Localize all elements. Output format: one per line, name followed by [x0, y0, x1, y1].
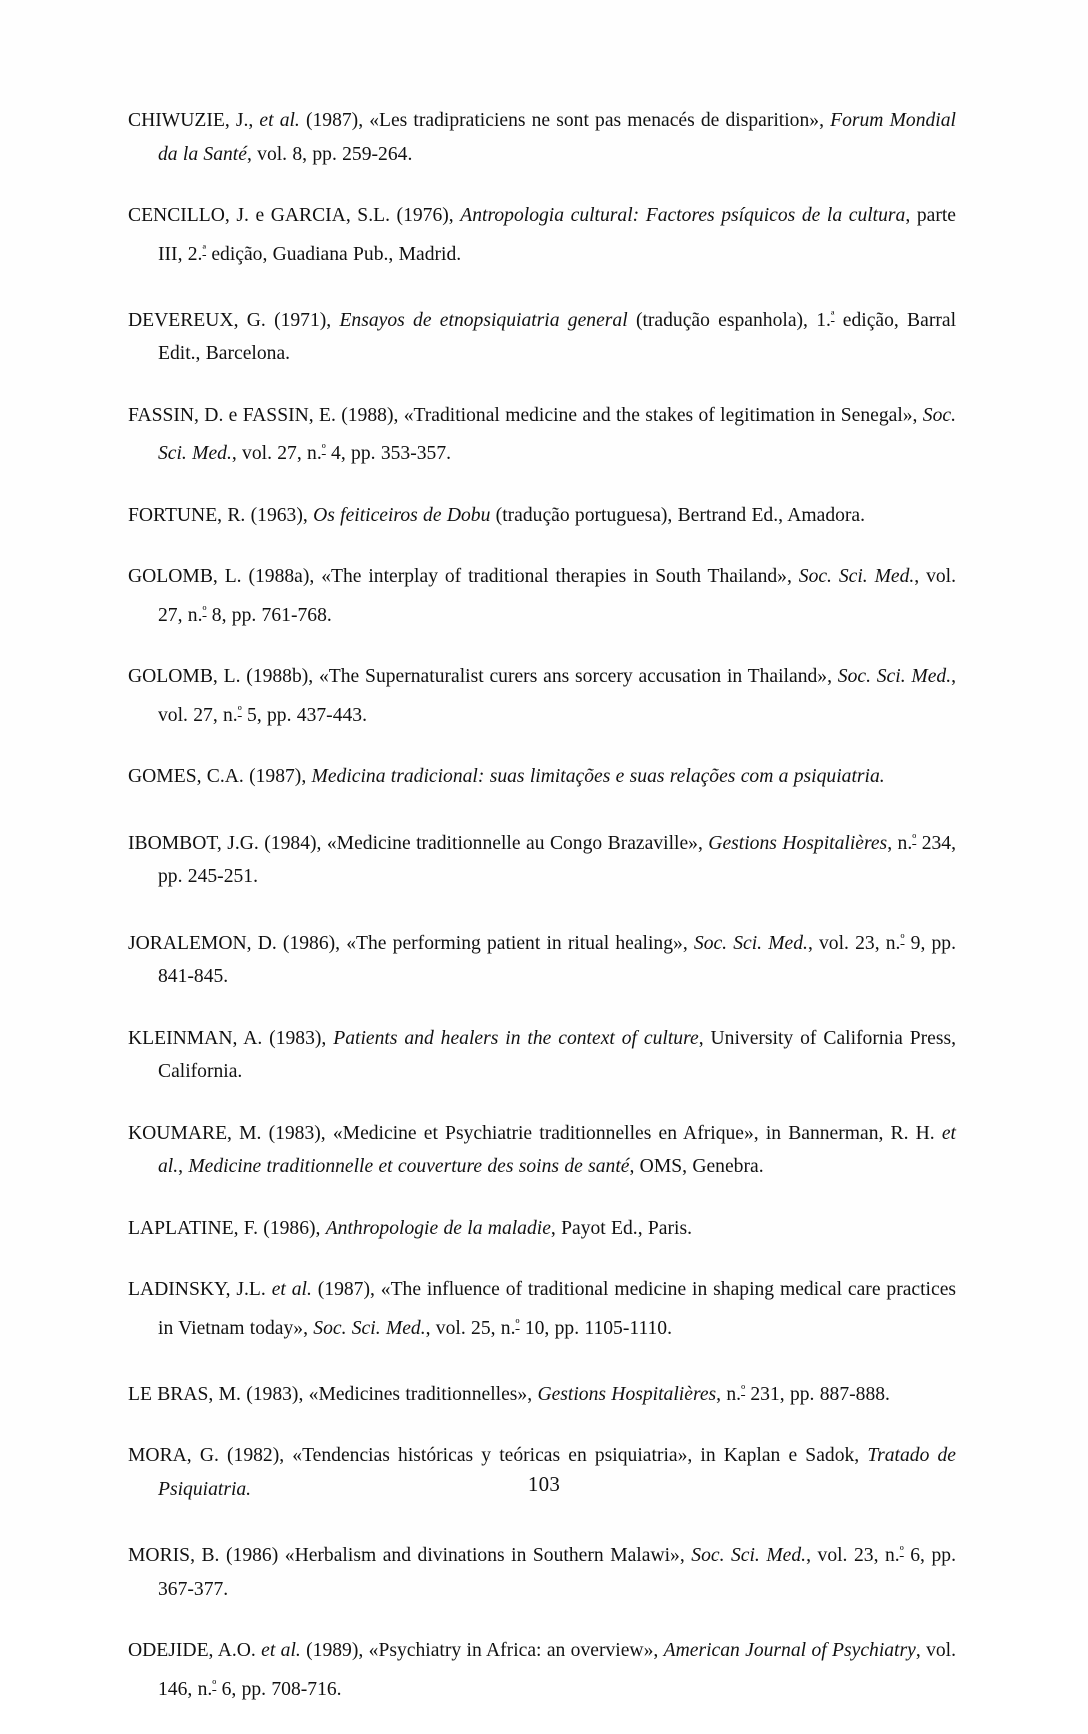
reference-details-cont: 234, pp. 245-251.	[158, 832, 956, 888]
reference-details: , vol. 23, n.	[807, 932, 901, 954]
reference-details-cont: 8, pp. 761-768.	[206, 604, 332, 626]
reference-year: (1976),	[389, 205, 461, 226]
reference-author-etal: et al.	[259, 110, 300, 131]
reference-entry	[128, 560, 956, 632]
reference-details: , n.	[716, 1383, 742, 1405]
reference-title: «The influence of traditional medicine in shaping medical care practices in Vietnam today»,	[158, 1279, 957, 1339]
reference-source: Gestions Hospitalières	[537, 1383, 717, 1405]
reference-entry	[128, 199, 956, 271]
reference-details: , vol. 23, n.	[806, 1545, 900, 1567]
reference-author: LADINSKY, J.L.	[128, 1279, 272, 1301]
reference-details: , vol. 27, n.	[158, 666, 957, 726]
reference-title: «Medicine traditionnelle au Congo Brazaville»,	[326, 832, 709, 854]
reference-author: CHIWUZIE, J.,	[128, 110, 260, 131]
reference-title: Anthropologie de la maladie	[325, 1217, 551, 1239]
reference-year: (1988a),	[241, 566, 322, 588]
masculine-ordinal-indicator: º	[900, 930, 905, 946]
reference-author: GOMES, C.A.	[128, 766, 244, 788]
reference-author: IBOMBOT, J.G.	[128, 832, 259, 854]
reference-details-cont: 10, pp. 1105-1110.	[519, 1317, 673, 1339]
reference-source: Forum Mondial da la Santé	[158, 110, 956, 165]
reference-separator: ,	[178, 1156, 189, 1178]
reference-author: JORALEMON, D.	[128, 932, 277, 954]
reference-details-cont: edição, Guadiana Pub., Madrid.	[206, 243, 462, 265]
reference-entry	[128, 760, 956, 794]
reference-details: , parte III, 2.	[158, 205, 956, 265]
reference-year: (1987),	[243, 766, 312, 788]
masculine-ordinal-indicator: º	[212, 1676, 217, 1692]
reference-details: , vol. 25, n.	[425, 1317, 516, 1339]
reference-title: Medicina tradicional: suas limitações e suas relações com a psiquiatria.	[311, 766, 885, 788]
reference-details-cont: 5, pp. 437-443.	[241, 704, 367, 726]
reference-author: KOUMARE, M.	[128, 1122, 262, 1144]
masculine-ordinal-indicator: º	[912, 830, 917, 846]
reference-author: MORA, G.	[128, 1445, 219, 1467]
masculine-ordinal-indicator: º	[515, 1315, 520, 1331]
reference-year: (1984),	[258, 832, 327, 854]
reference-year: (1986)	[219, 1545, 285, 1567]
reference-details: , vol. 27, n.	[231, 443, 322, 465]
reference-year: (1988),	[335, 404, 404, 426]
reference-year: (1987),	[299, 110, 370, 131]
reference-author: LE BRAS, M.	[128, 1383, 241, 1405]
reference-author: FORTUNE, R.	[128, 504, 246, 526]
masculine-ordinal-indicator: º	[202, 602, 207, 618]
reference-source: Soc. Sci. Med.	[693, 932, 808, 954]
reference-author: LAPLATINE, F.	[128, 1217, 258, 1239]
reference-entry	[128, 1212, 956, 1246]
reference-details: , OMS, Genebra.	[629, 1156, 764, 1178]
reference-title: «The interplay of traditional therapies in South Thailand»,	[321, 566, 799, 588]
reference-details: , University of California Press, California.	[158, 1027, 956, 1083]
masculine-ordinal-indicator: º	[741, 1382, 746, 1397]
reference-year: (1988b),	[240, 666, 319, 688]
reference-entry	[128, 1273, 956, 1345]
reference-source: Tratado de Psiquiatria.	[158, 1445, 957, 1500]
reference-source: Soc. Sci. Med.	[691, 1545, 807, 1567]
reference-title: «Medicines traditionnelles»,	[308, 1383, 538, 1405]
reference-entry	[128, 1117, 956, 1184]
reference-entry	[128, 499, 956, 533]
reference-author: GOLOMB, L.	[128, 566, 242, 588]
reference-details: , vol. 146, n.	[158, 1640, 957, 1700]
reference-details-cont: 6, pp. 708-716.	[216, 1678, 342, 1700]
reference-title: «Medicine et Psychiatrie traditionnelles en Afrique», in Bannerman, R. H.	[332, 1122, 942, 1144]
reference-year: (1983),	[240, 1383, 309, 1405]
reference-details: , vol. 27, n.	[158, 566, 957, 626]
reference-entry	[128, 660, 956, 732]
reference-year: (1986),	[258, 1217, 326, 1239]
reference-entry	[128, 104, 956, 171]
reference-title: «Traditional medicine and the stakes of legitimation in Senegal»,	[403, 404, 923, 426]
reference-details-cont: 4, pp. 353-357.	[325, 443, 452, 465]
reference-source: American Journal of Psychiatry	[663, 1640, 916, 1662]
reference-title: «The performing patient in ritual healing»,	[346, 932, 694, 954]
reference-details: , n.	[887, 832, 913, 854]
reference-details: (tradução portuguesa), Bertrand Ed., Amadora.	[490, 504, 866, 526]
reference-year: (1971),	[265, 309, 340, 331]
feminine-ordinal-indicator: ª	[830, 307, 835, 323]
reference-entry	[128, 922, 956, 994]
masculine-ordinal-indicator: º	[321, 441, 326, 457]
reference-source: Soc. Sci. Med.	[313, 1317, 426, 1339]
reference-author-etal: et al.	[271, 1279, 312, 1301]
reference-author: DEVEREUX, G.	[128, 309, 266, 331]
reference-title: «Les tradipraticiens ne sont pas menacés de disparition»,	[369, 110, 831, 131]
masculine-ordinal-indicator: º	[237, 702, 242, 718]
reference-year: (1983),	[262, 1027, 334, 1049]
reference-title: Os feiticeiros de Dobu	[313, 504, 491, 526]
feminine-ordinal-indicator: ª	[202, 241, 207, 257]
reference-entry	[128, 1534, 956, 1606]
reference-details: (tradução espanhola), 1.	[627, 309, 831, 331]
reference-source: Soc. Sci. Med.	[158, 404, 956, 465]
reference-author: ODEJIDE, A.O.	[128, 1640, 262, 1662]
reference-entry	[128, 822, 956, 894]
reference-entry	[128, 1373, 956, 1411]
reference-entry	[128, 299, 956, 371]
reference-author: KLEINMAN, A.	[128, 1027, 263, 1049]
page-number: 103	[527, 1472, 561, 1496]
reference-year: (1987),	[311, 1279, 381, 1301]
reference-year: (1982),	[218, 1445, 293, 1467]
reference-author-etal: et al.	[261, 1640, 301, 1662]
reference-author: FASSIN, D. e FASSIN, E.	[128, 404, 336, 426]
reference-source: Gestions Hospitalières	[708, 832, 888, 854]
reference-details-cont: edição, Barral Edit., Barcelona.	[158, 309, 957, 365]
reference-title: Ensayos de etnopsiquiatria general	[339, 309, 628, 331]
reference-title: «Psychiatry in Africa: an overview»,	[368, 1640, 664, 1662]
reference-year: (1963),	[245, 504, 314, 526]
reference-entry	[128, 399, 956, 471]
reference-details-cont: 6, pp. 367-377.	[158, 1545, 956, 1600]
reference-author: CENCILLO, J. e GARCIA, S.L.	[128, 205, 390, 226]
reference-year: (1983),	[261, 1122, 333, 1144]
reference-editor-etal: et al.	[158, 1122, 956, 1178]
reference-source: Soc. Sci. Med.	[798, 566, 915, 588]
reference-details: , Payot Ed., Paris.	[550, 1217, 692, 1239]
reference-details: , vol. 8, pp. 259-264.	[246, 143, 413, 165]
reference-year: (1986),	[276, 932, 347, 954]
reference-details-cont: 231, pp. 887-888.	[745, 1383, 890, 1405]
reference-title: «Tendencias históricas y teóricas en psiquiatria», in Kaplan e Sadok,	[292, 1445, 868, 1467]
reference-author: GOLOMB, L.	[128, 666, 241, 688]
reference-details-cont: 9, pp. 841-845.	[158, 932, 956, 988]
reference-title: «Herbalism and divinations in Southern Malawi»,	[284, 1545, 692, 1567]
reference-entry	[128, 1634, 956, 1706]
reference-title: Antropologia cultural: Factores psíquicos de la cultura	[460, 205, 906, 226]
reference-year: (1989),	[300, 1640, 369, 1662]
reference-title: Patients and healers in the context of culture	[333, 1027, 699, 1049]
reference-source: Soc. Sci. Med.	[837, 666, 952, 688]
reference-author: MORIS, B.	[128, 1545, 220, 1567]
reference-title: «The Supernaturalist curers ans sorcery accusation in Thailand»,	[319, 666, 838, 688]
reference-entry	[128, 1022, 956, 1089]
reference-source: Medicine traditionnelle et couverture des soins de santé	[188, 1156, 630, 1178]
masculine-ordinal-indicator: º	[899, 1543, 904, 1559]
